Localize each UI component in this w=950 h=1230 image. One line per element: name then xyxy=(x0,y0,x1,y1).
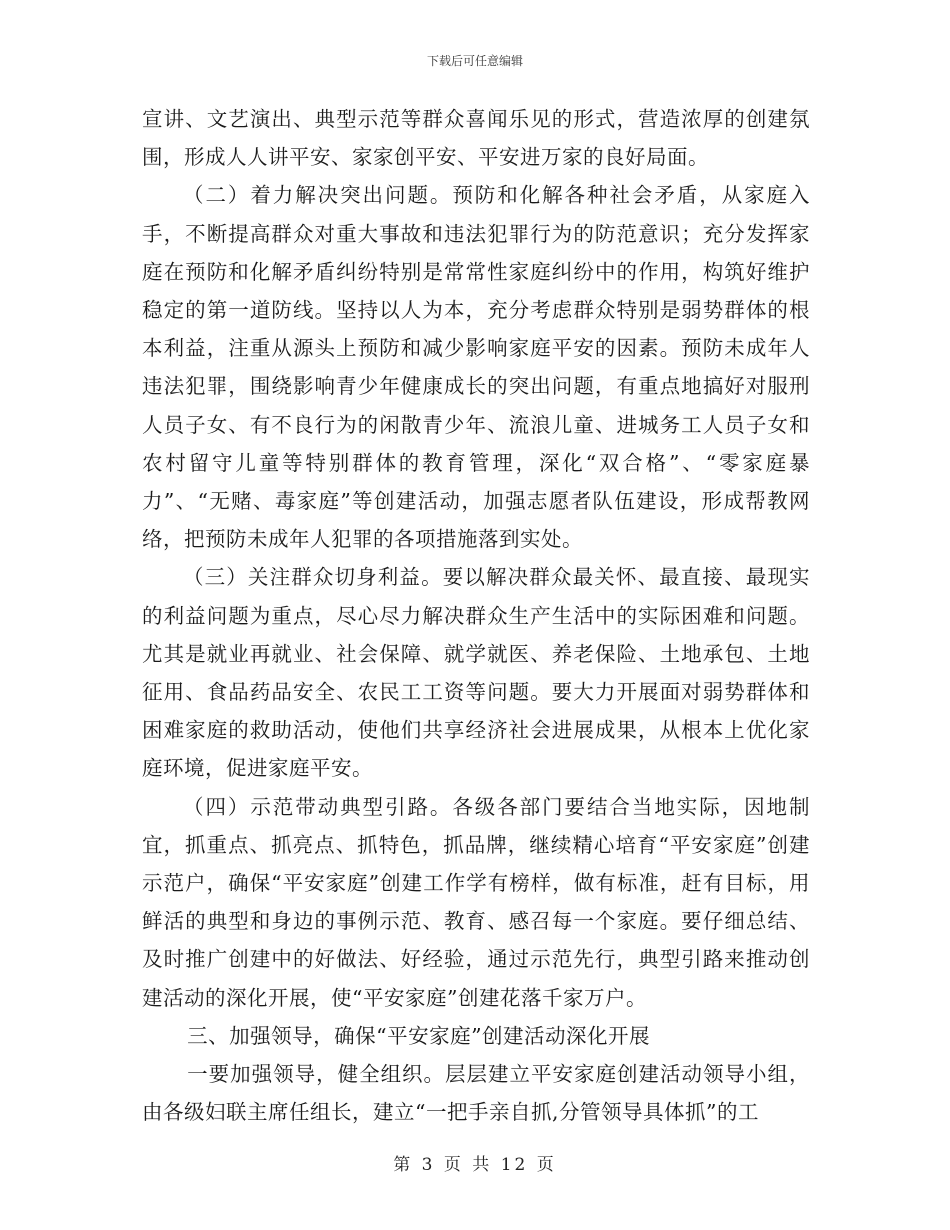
paragraph-continuation: 宣讲、文艺演出、典型示范等群众喜闻乐见的形式，营造浓厚的创建氛围，形成人人讲平安、家家创平安、平安进万家的良好局面。 xyxy=(142,107,810,170)
paragraph-section-4: （四）示范带动典型引路。各级各部门要结合当地实际，因地制宜，抓重点、抓亮点、抓特色，抓品牌，继续精心培育“平安家庭”创建示范户，确保“平安家庭”创建工作学有榜样，做有标准，赶有目标，用鲜活的典型和身边的事例示范、教育、感召每一个家庭。要仔细总结、及时推广创建中的好做法、好经验，通过示范先行，典型引路来推动创建活动的深化开展，使“平安家庭”创建花落千家万户。 xyxy=(142,794,810,1010)
paragraph-section-3: （三）关注群众切身利益。要以解决群众最关怀、最直接、最现实的利益问题为重点，尽心尽力解决群众生产生活中的实际困难和问题。尤其是就业再就业、社会保障、就学就医、养老保险、土地承包、土地征用、食品药品安全、农民工工资等问题。要大力开展面对弱势群体和困难家庭的救助活动，使他们共享经济社会进展成果，从根本上优化家庭环境，促进家庭平安。 xyxy=(142,565,810,781)
paragraph-section-2: （二）着力解决突出问题。预防和化解各种社会矛盾，从家庭入手，不断提高群众对重大事故和违法犯罪行为的防范意识；充分发挥家庭在预防和化解矛盾纠纷特别是常常性家庭纠纷中的作用，构筑好维护稳定的第一道防线。坚持以人为本，充分考虑群众特别是弱势群体的根本利益，注重从源头上预防和减少影响家庭平安的因素。预防未成年人违法犯罪，围绕影响青少年健康成长的突出问题，有重点地搞好对服刑人员子女、有不良行为的闲散青少年、流浪儿童、进城务工人员子女和农村留守儿童等特别群体的教育管理，深化“双合格”、“零家庭暴力”、“无赌、毒家庭”等创建活动，加强志愿者队伍建设，形成帮教网络，把预防未成年人犯罪的各项措施落到实处。 xyxy=(142,183,810,552)
section-heading: 三、加强领导，确保“平安家庭”创建活动深化开展 xyxy=(187,1023,651,1048)
page-header-note: 下载后可任意编辑 xyxy=(426,54,523,68)
page-number: 第 3 页 共 12 页 xyxy=(393,1155,557,1175)
document-body xyxy=(142,100,810,1131)
paragraph-leadership: 一要加强领导，健全组织。层层建立平安家庭创建活动领导小组，由各级妇联主席任组长，建立“一把手亲自抓,分管领导具体抓”的工 xyxy=(142,1062,810,1125)
